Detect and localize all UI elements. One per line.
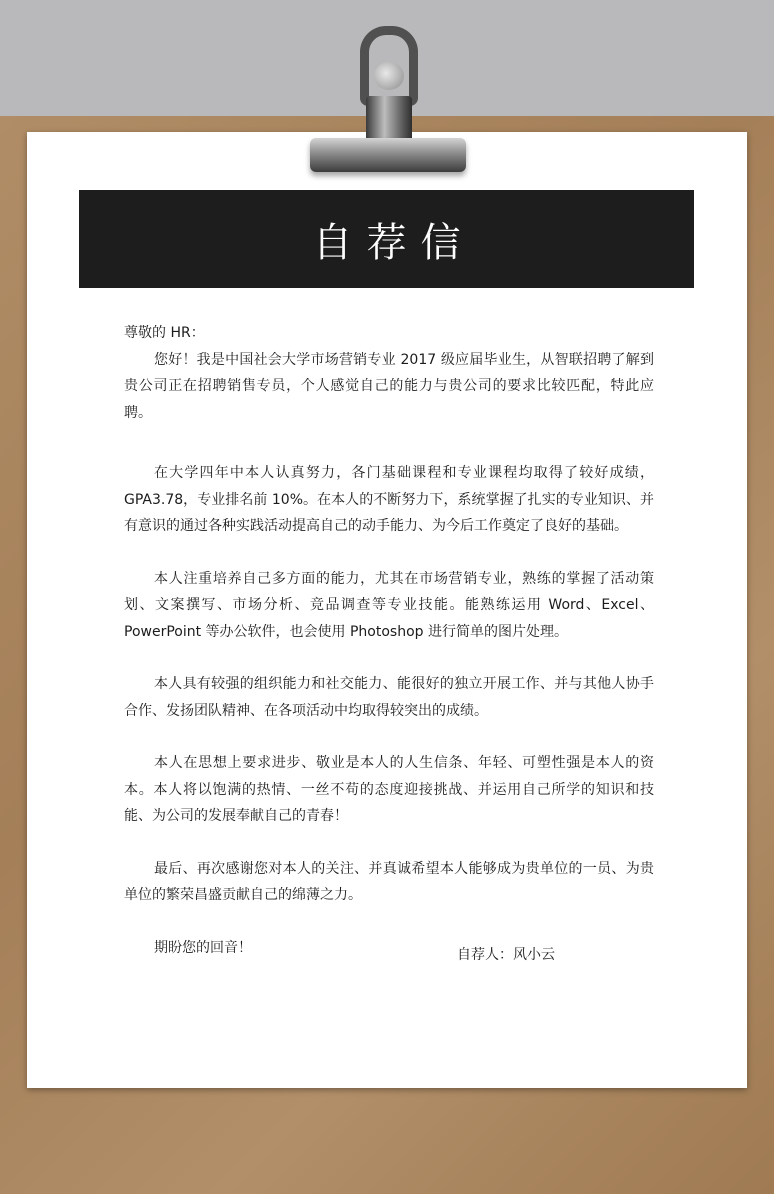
paragraph-thanks: 最后、再次感谢您对本人的关注、并真诚希望本人能够成为贵单位的一员、为贵单位的繁荣昌盛贡献自己的绵薄之力。 [124, 860, 654, 903]
salutation: 尊敬的 HR： [124, 325, 205, 341]
binder-clip-icon [296, 26, 478, 176]
closing-line: 期盼您的回音！ [154, 939, 252, 956]
paragraph-skills: 本人注重培养自己多方面的能力，尤其在市场营销专业，熟练的掌握了活动策划、文案撰写、市场分析、竞品调查等专业技能。能熟练运用 Word、Excel、PowerPoint 等办公软件，也会使用 Photoshop 进行简单的图片处理。 [124, 570, 654, 640]
clip-ring-hole [374, 62, 404, 90]
paragraph-attitude: 本人在思想上要求进步、敬业是本人的人生信条、年轻、可塑性强是本人的资本。本人将以饱满的热情、一丝不苟的态度迎接挑战、并运用自己所学的知识和技能、为公司的发展奉献自己的青春！ [124, 755, 654, 824]
clip-base [310, 138, 466, 172]
letter-body [124, 320, 654, 961]
letter-paper [27, 132, 747, 1088]
paragraph-academics: 在大学四年中本人认真努力，各门基础课程和专业课程均取得了较好成绩，GPA3.78，专业排名前 10%。在本人的不断努力下，系统掌握了扎实的专业知识、并有意识的通过各种实践活动提高自己的动手能力、为今后工作奠定了良好的基础。 [124, 465, 654, 534]
signature: 自荐人：风小云 [457, 947, 555, 963]
letter-title: 自荐信 [79, 190, 694, 288]
paragraph-teamwork: 本人具有较强的组织能力和社交能力、能很好的独立开展工作、并与其他人协手合作、发扬团队精神、在各项活动中均取得较突出的成绩。 [124, 676, 654, 719]
paragraph-intro: 您好！我是中国社会大学市场营销专业 2017 级应届毕业生，从智联招聘了解到贵公司正在招聘销售专员，个人感觉自己的能力与贵公司的要求比较匹配，特此应聘。 [124, 351, 654, 421]
